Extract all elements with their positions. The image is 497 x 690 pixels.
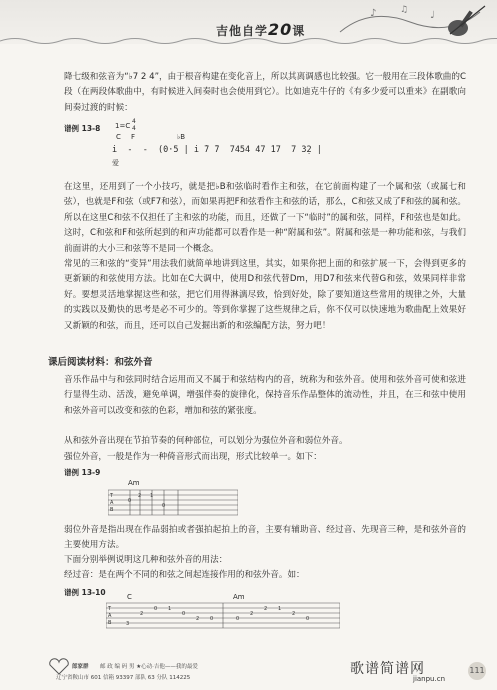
svg-text:♩: ♩	[430, 10, 435, 21]
svg-text:2: 2	[250, 611, 254, 617]
svg-text:B: B	[110, 507, 114, 513]
paragraph-7: 弱位外音是指出现在作品弱拍或者强拍起拍上的音，主要有辅助音、经过音、先现音三种，是和弦外音的主要使用方法。	[64, 525, 466, 551]
svg-text:0: 0	[154, 606, 158, 612]
svg-text:0: 0	[162, 503, 166, 509]
time-signature: 4 4	[132, 118, 136, 132]
svg-text:2: 2	[140, 611, 144, 617]
svg-text:1: 1	[168, 606, 172, 612]
paragraph-6: 强位外音，一般是作为一种倚音形式而出现，形式比较单一。如下：	[64, 452, 322, 462]
page-number: 111	[468, 662, 486, 680]
page-header-title: 吉他自学20课	[216, 20, 306, 39]
svg-text:A: A	[108, 613, 112, 619]
chord-c: C	[127, 593, 132, 601]
paragraph-8: 下面分别举例说明这几种和弦外音的用法：	[64, 555, 228, 565]
svg-text:0: 0	[236, 616, 240, 622]
example-label: 谱例 13-9	[64, 468, 101, 477]
chord-bb: ♭B	[177, 133, 186, 141]
svg-text:0: 0	[128, 498, 132, 504]
footer-brand: 郎家群	[72, 664, 89, 670]
footer-line-2: 辽宁省鞍山市 601 信箱 93397 部队 63 分队 114225	[56, 675, 191, 681]
paragraph-5: 从和弦外音出现在节拍节奏的何种部位，可以划分为强位外音和弱位外音。	[64, 436, 348, 446]
svg-text:0: 0	[306, 616, 310, 622]
page-header	[0, 0, 497, 44]
svg-text:2: 2	[264, 606, 268, 612]
jianpu-notes: i - - (0·5 | i ̇7 ̇7 7454 47 ̇17 7 3̣2 |	[112, 145, 322, 155]
svg-text:1: 1	[150, 493, 154, 499]
footer-line-1: 邮 政 编 码 男 ★心动·吉他——我的最爱	[100, 664, 198, 670]
paragraph-3: 常见的三和弦的“变异”用法我们就简单地讲到这里，其实，如果你把上面的和弦扩展一下，会得到更多的更新颖的和弦使用方法。比如在C大调中，使用D和弦代替Dm，用D7和弦来代替G和弦，效果同样非常好。要想灵活地掌握这些和弦，把它们用得淋漓尽致，恰到好处，除了要知道这些常用的规律之外，大量的实践以及勤快的思考是必不可少的。等到你掌握了这些规律之后，你不仅可以快速地为歌曲配上效果好又新颖的和弦，而且，还可以自己发掘出新的和弦编配方法，努力吧！	[64, 259, 466, 331]
watermark-url: jianpu.cn	[413, 675, 446, 683]
watermark-text: 歌谱简谱网	[350, 661, 425, 677]
paragraph-2: 在这里，还用到了一个小技巧，就是把♭B和弦临时看作主和弦，在它前面构建了一个属和弦（或属七和弦），也就是F和弦（或F7和弦），而如果再把F和弦看作主和弦的话，那么，C和弦又成了F和弦的属和弦。所以在这里C和弦不仅担任了主和弦的功能，而且，还做了一下“临时”的属和弦，同样，F和弦也是如此。这时，C和弦和F和弦所起到的和声功能都可以看作是一种“附属和弦”。附属和弦是一种功能和弦，与我们前面讲的大小三和弦等不是同一个概念。	[64, 182, 466, 254]
svg-text:♫: ♫	[400, 5, 409, 15]
svg-text:1: 1	[278, 606, 282, 612]
svg-text:0: 0	[210, 616, 214, 622]
svg-text:2: 2	[138, 493, 142, 499]
example-label: 谱例 13-10	[64, 588, 106, 597]
svg-text:A: A	[110, 500, 114, 506]
chord-am: Am	[128, 479, 140, 487]
chord-c: C	[116, 133, 121, 141]
tab-staff-2	[106, 600, 340, 632]
svg-text:B: B	[108, 620, 112, 626]
paragraph-4: 音乐作品中与和弦同时结合运用而又不属于和弦结构内的音，统称为和弦外音。使用和弦外音可使和弦进行显得生动、活泼，避免单调，增强伴奏的旋律化，保持音乐作品整体的流动性，并且，在三和弦中使用和弦外音可以改变和弦的色彩，增加和弦的紧张度。	[64, 375, 466, 416]
svg-text:0: 0	[182, 611, 186, 617]
svg-text:T: T	[108, 606, 112, 612]
svg-text:♪: ♪	[370, 8, 377, 19]
chord-f: F	[131, 133, 136, 141]
paragraph-1: 降七级和弦音为“♭7 2 4”，由于根音构建在变化音上，所以其离调感也比较强。它一般用在三段体歌曲的C段（在两段体歌曲中，有时候进入间奏时也会使用到它）。比如迪克牛仔的《有多少爱可以重来》在副歌向间奏过渡的时候：	[64, 72, 466, 113]
paragraph-9: 经过音：是在两个不同的和弦之间起连接作用的和弦外音。如：	[64, 570, 305, 580]
tab-staff-1	[108, 487, 238, 519]
svg-text:3: 3	[126, 621, 130, 627]
svg-text:2: 2	[292, 611, 296, 617]
example-label: 谱例 13-8	[64, 124, 101, 133]
chord-am: Am	[233, 593, 245, 601]
lyric: 爱	[112, 159, 119, 167]
key-signature: 1=C	[115, 122, 131, 130]
svg-text:T: T	[110, 493, 114, 499]
svg-text:2: 2	[196, 616, 200, 622]
section-title: 课后阅读材料：和弦外音	[48, 357, 153, 368]
